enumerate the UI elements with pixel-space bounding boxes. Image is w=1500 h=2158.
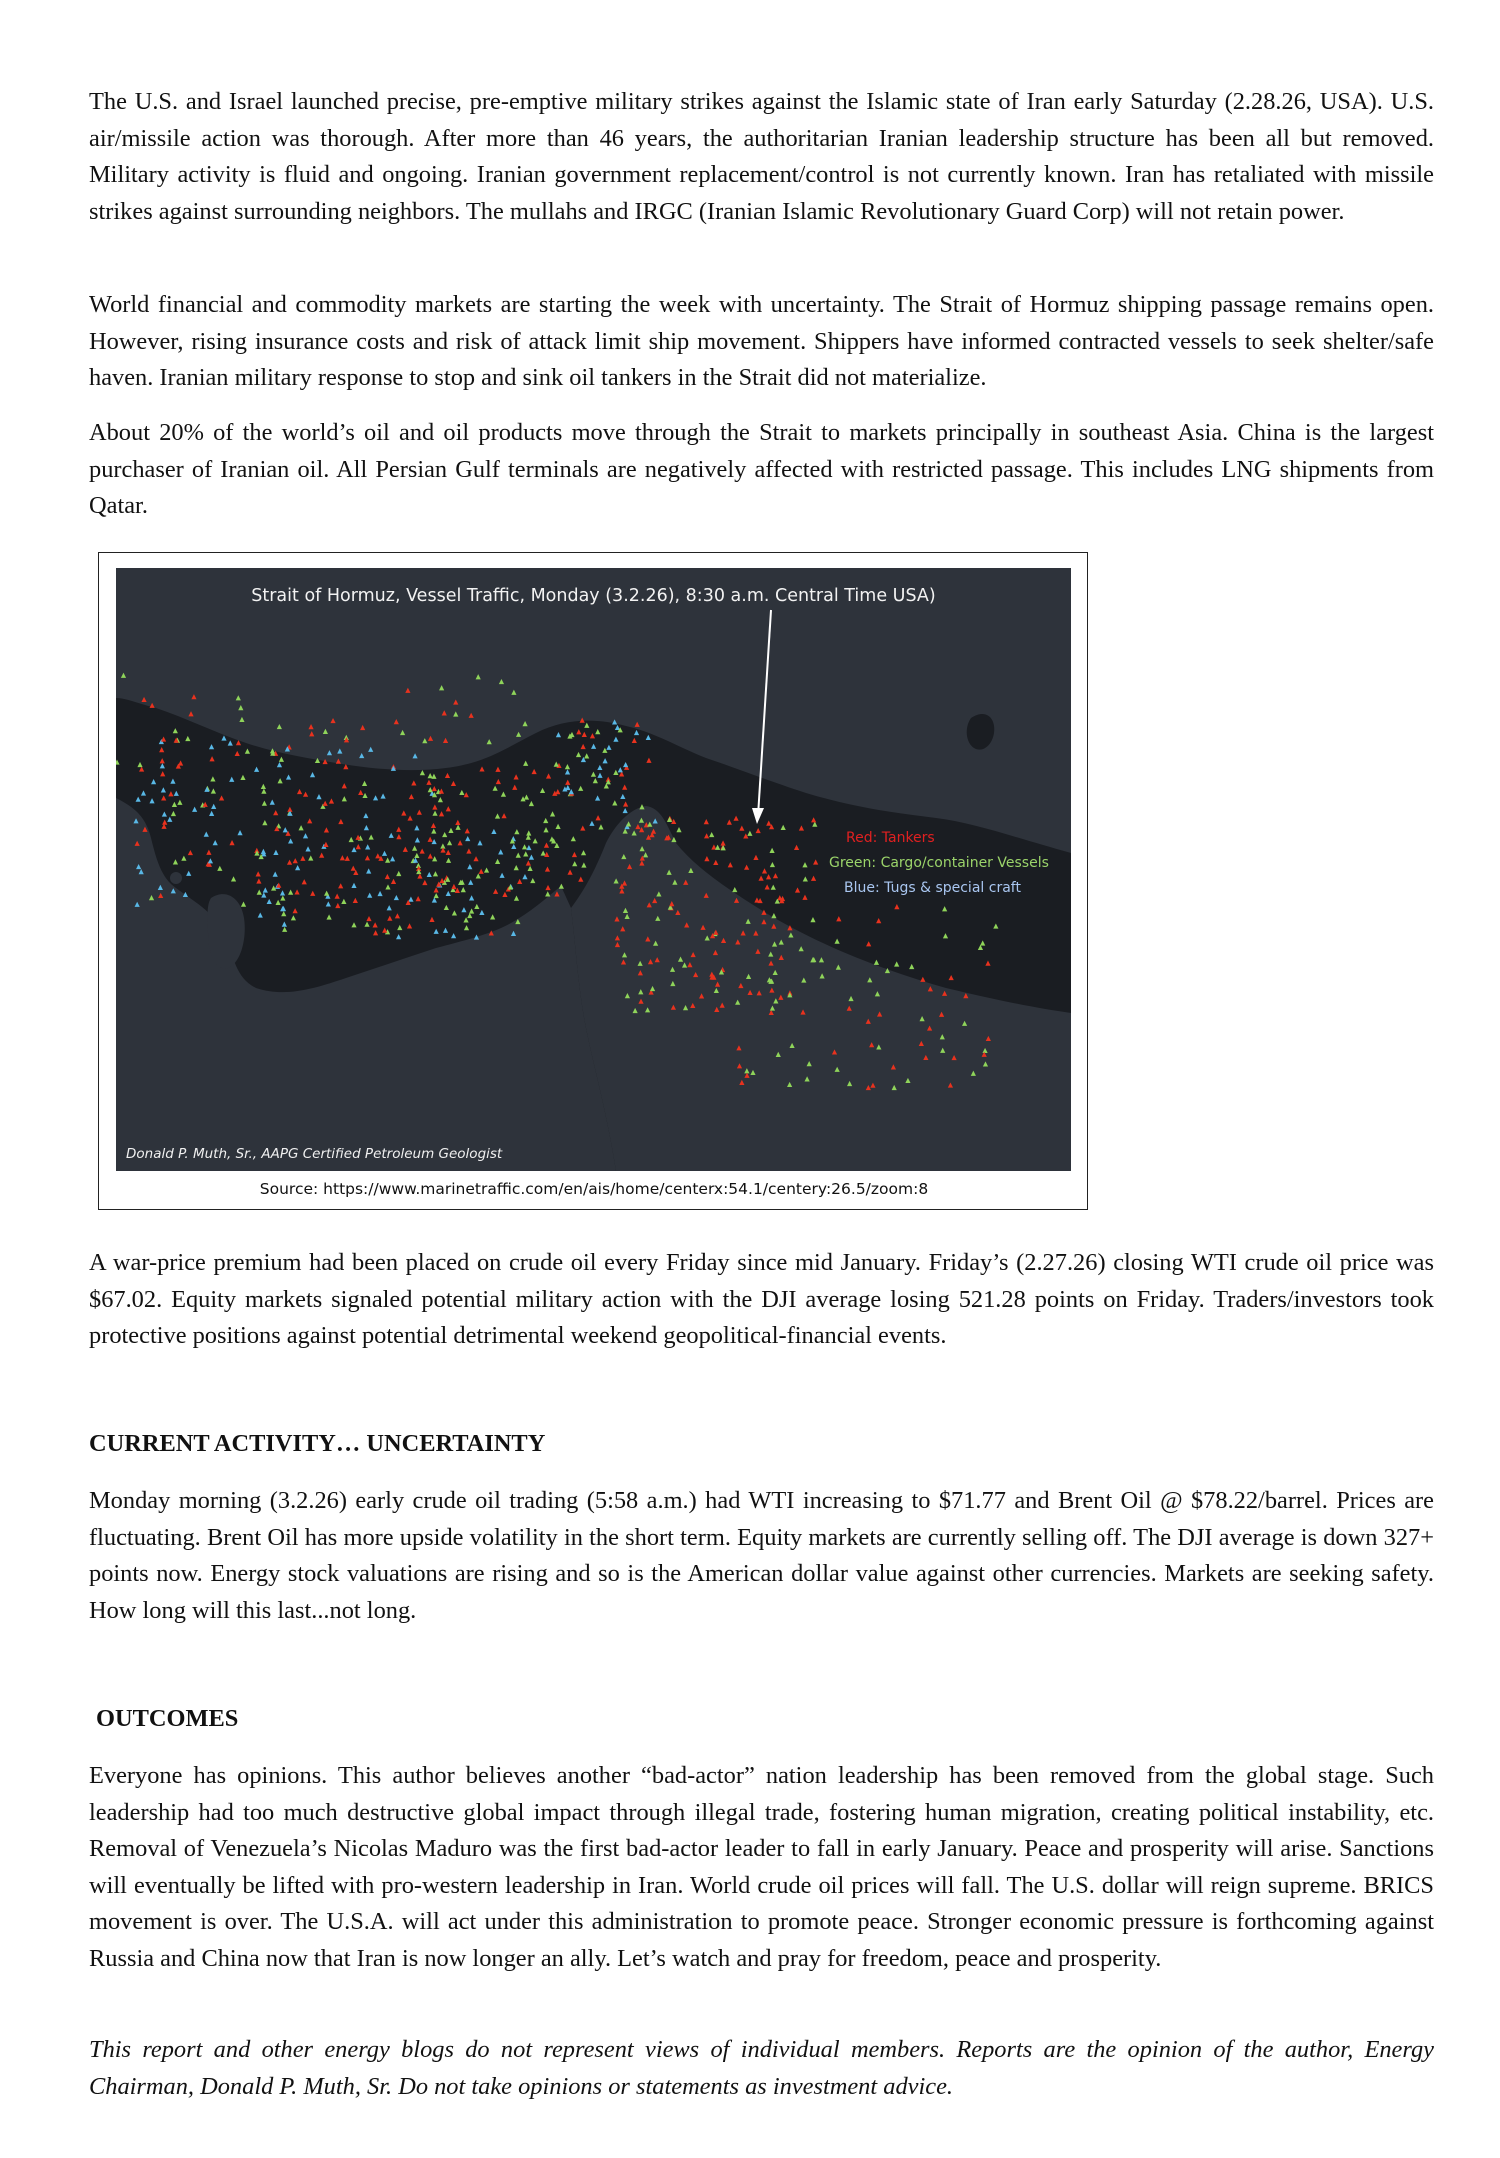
legend-cargo: Green: Cargo/container Vessels	[829, 855, 1049, 871]
bahrain-island	[170, 872, 182, 884]
intro-paragraph: The U.S. and Israel launched precise, pre-emptive military strikes against the Islamic state of Iran early Saturday (2.28.26, USA). U.S. air/missile action was thorough. After more than 46 years, the authoritarian Iranian leadership structure has been all but removed. Military activity is fluid and ongoing. Iranian government replacement/control is not currently known. Iran has retaliated with missile strikes against surrounding neighbors. The mullahs and IRGC (Iranian Islamic Revolutionary Guard Corp) will not retain power.	[89, 88, 1434, 225]
map-credit: Donald P. Muth, Sr., AAPG Certified Petroleum Geologist	[126, 1146, 503, 1162]
strait-paragraph: About 20% of the world’s oil and oil products move through the Strait to markets principally in southeast Asia. China is the largest purchaser of Iranian oil. All Persian Gulf terminals are negatively affected with restricted passage. This includes LNG shipments from Qatar.	[89, 419, 1434, 520]
legend-tugs: Blue: Tugs & special craft	[844, 880, 1021, 896]
disclaimer: This report and other energy blogs do not represent views of individual members. Reports are the opinion of the author, Energy Chairman, Donald P. Muth, Sr. Do not take opinions or statements as investment advice.	[89, 2036, 1434, 2100]
vessel-traffic-map	[116, 568, 1071, 1171]
outcomes-paragraph: Everyone has opinions. This author believes another “bad-actor” nation leadership has been removed from the global stage. Such leadership had too much destructive global impact through illegal trade, fostering human migration, creating political instability, etc. Removal of Venezuela’s Nicolas Maduro was the first bad-actor leader to fall in early January. Peace and prosperity will arise. Sanctions will eventually be lifted with pro-western leadership in Iran. World crude oil prices will fall. The U.S. dollar will reign supreme. BRICS movement is over. The U.S.A. will act under this administration to promote peace. Stronger economic pressure is forthcoming against Russia and China now that Iran is now longer an ally. Let’s watch and pray for freedom, peace and prosperity.	[89, 1762, 1434, 1972]
legend-tankers: Red: Tankers	[846, 830, 935, 846]
vessel-traffic-figure	[98, 552, 1088, 1210]
map-title: Strait of Hormuz, Vessel Traffic, Monday (3.2.26), 8:30 a.m. Central Time USA)	[251, 586, 936, 606]
outcomes-heading: OUTCOMES	[96, 1705, 239, 1732]
figure-source: Source: https://www.marinetraffic.com/en/ais/home/centerx:54.1/centery:26.5/zoom:8	[259, 1180, 929, 1198]
markets-paragraph: World financial and commodity markets are starting the week with uncertainty. The Strait of Hormuz shipping passage remains open. However, rising insurance costs and risk of attack limit ship movement. Shippers have informed contracted vessels to seek shelter/safe haven. Iranian military response to stop and sink oil tankers in the Strait did not materialize.	[89, 291, 1434, 392]
premium-paragraph: A war-price premium had been placed on crude oil every Friday since mid January. Friday’s (2.27.26) closing WTI crude oil price was $67.02. Equity markets signaled potential military action with the DJI average losing 521.28 points on Friday. Traders/investors took protective positions against potential detrimental weekend geopolitical-financial events.	[89, 1249, 1434, 1350]
current-activity-heading: CURRENT ACTIVITY… UNCERTAINTY	[89, 1430, 546, 1457]
current-activity-paragraph: Monday morning (3.2.26) early crude oil trading (5:58 a.m.) had WTI increasing to $71.77 and Brent Oil @ $78.22/barrel. Prices are fluctuating. Brent Oil has more upside volatility in the short term. Equity markets are currently selling off. The DJI average is down 327+ points now. Energy stock valuations are rising and so is the American dollar value against other currencies. Markets are seeking safety. How long will this last...not long.	[89, 1487, 1434, 1624]
